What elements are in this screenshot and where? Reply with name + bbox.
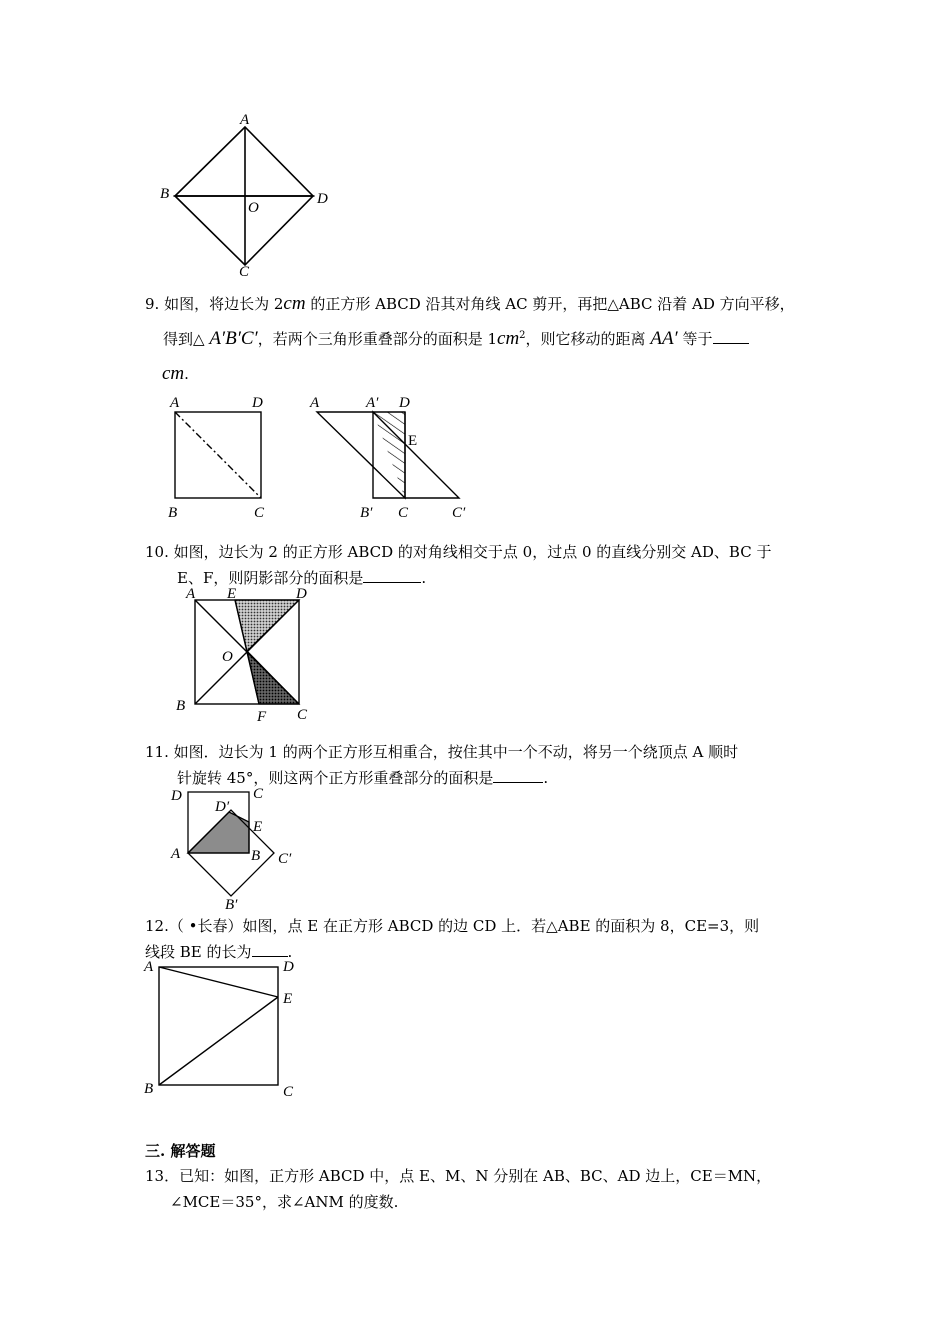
q10-text-1: 如图，边长为 2 的正方形 ABCD 的对角线相交于点 0，过点 0 的直线分别交 AD、BC 于 <box>173 543 772 561</box>
q12-label-a: A <box>144 959 154 975</box>
q9-overlap-shade <box>373 412 405 498</box>
q11-label-b1: B′ <box>225 897 238 912</box>
q10-label-b: B <box>176 698 186 714</box>
label-d: D <box>317 191 328 207</box>
q10-number: 10. <box>145 543 169 561</box>
q10-line1 <box>145 542 771 562</box>
q10-label-a: A <box>186 586 196 602</box>
q9-left-label-d: D <box>252 395 263 411</box>
q9-line3 <box>162 364 189 384</box>
q10-figure <box>172 584 322 726</box>
q11-label-c: C <box>253 786 264 802</box>
q11-label-d: D <box>171 788 182 804</box>
q10-label-d: D <box>296 586 307 602</box>
q9-left-label-a: A <box>170 395 180 411</box>
q12-end: . <box>287 943 293 961</box>
q9-text-2d: 等于 <box>682 330 713 348</box>
q9-right-label-e: E <box>408 433 418 449</box>
q9-left-label-b: B <box>168 505 178 521</box>
q10-text-2: E、F，则阴影部分的面积是 <box>177 569 364 587</box>
q10-answer-blank[interactable] <box>363 568 421 583</box>
q9-right-label-d: D <box>399 395 410 411</box>
q11-label-c1: C′ <box>278 851 292 867</box>
q11-answer-blank[interactable] <box>493 768 543 783</box>
q12-text-2: 线段 BE 的长为 <box>145 943 252 961</box>
q11-number: 11. <box>145 743 169 761</box>
q13-text-2: ∠MCE＝35°，求∠ANM 的度数. <box>170 1193 399 1211</box>
q10-label-e: E <box>227 586 237 602</box>
q9-end: . <box>184 365 189 383</box>
q12-number: 12. <box>145 917 169 935</box>
q11-label-b: B <box>251 848 261 864</box>
q11-label-e: E <box>253 819 263 835</box>
q9-right-label-a1: A′ <box>366 395 379 411</box>
q11-figure <box>165 782 305 912</box>
q9-text-2a: 得到△ <box>163 330 205 348</box>
q13-line2 <box>170 1192 398 1212</box>
q9-squared: 2 <box>519 330 526 341</box>
section-3-title: 三. 解答题 <box>145 1142 216 1160</box>
q9-unit-end: cm <box>162 363 185 384</box>
q9-triangle: A′B′C′ <box>209 328 258 349</box>
label-o: O <box>248 200 259 216</box>
q9-distance: AA′ <box>650 328 678 349</box>
q11-line1 <box>145 742 738 762</box>
q9-unit-cm: cm <box>283 293 306 314</box>
q12-label-b: B <box>144 1081 154 1097</box>
q9-right-label-c: C <box>398 505 409 521</box>
label-c: C <box>239 264 250 280</box>
q9-right-label-c1: C′ <box>452 505 466 521</box>
q10-label-f: F <box>257 709 267 725</box>
q11-text-2: 针旋转 45°，则这两个正方形重叠部分的面积是 <box>177 769 494 787</box>
q11-end: . <box>543 769 549 787</box>
q12-figure <box>140 955 305 1100</box>
q9-right-label-a: A <box>310 395 320 411</box>
q13-text-1: 已知：如图，正方形 ABCD 中，点 E、M、N 分别在 AB、BC、AD 边上，CE＝MN， <box>179 1167 772 1185</box>
q9-text-1b: 的正方形 ABCD 沿其对角线 AC 剪开，再把△ABC 沿着 AD 方向平移， <box>310 295 795 313</box>
q9-text-2c: ，则它移动的距离 <box>525 330 646 348</box>
q9-diagonal-ac <box>175 412 261 498</box>
q12-label-c: C <box>283 1084 294 1100</box>
q10-label-c: C <box>297 707 308 723</box>
q9-text-1a: 如图，将边长为 2 <box>164 295 284 313</box>
q13-line1 <box>145 1166 771 1186</box>
rhombus-top-half <box>175 127 313 196</box>
q9-triangle-a1b1c1 <box>373 412 459 498</box>
q9-right-label-b1: B′ <box>360 505 373 521</box>
q13-number: 13． <box>145 1167 180 1185</box>
q12-line-be <box>159 997 278 1085</box>
q11-label-a: A <box>171 846 181 862</box>
q9-answer-blank[interactable] <box>713 329 749 344</box>
q12-label-d: D <box>283 959 294 975</box>
q10-end: . <box>421 569 427 587</box>
rhombus-bottom-half <box>175 196 313 265</box>
q12-line-ae <box>159 967 278 997</box>
q9-unit-cm2: cm <box>497 328 520 349</box>
q9-line1 <box>145 294 795 314</box>
q9-line2 <box>163 326 749 349</box>
q11-text-1: 如图．边长为 1 的两个正方形互相重合，按住其中一个不动，将另一个绕顶点 A 顺时 <box>173 743 739 761</box>
q9-left-label-c: C <box>254 505 265 521</box>
label-b: B <box>160 186 170 202</box>
q10-label-o: O <box>222 649 233 665</box>
q12-label-e: E <box>283 991 293 1007</box>
q12-line1 <box>145 916 759 936</box>
q9-figure <box>160 390 490 525</box>
q9-text-2b: ，若两个三角形重叠部分的面积是 1 <box>257 330 498 348</box>
figure-rhombus-abcd <box>155 110 335 280</box>
q12-square <box>159 967 278 1085</box>
q9-number: 9. <box>145 295 160 313</box>
q12-text-1: （ •长春）如图，点 E 在正方形 ABCD 的边 CD 上．若△ABE 的面积为 8，CE=3，则 <box>168 917 760 935</box>
label-a: A <box>240 112 250 128</box>
q11-label-d1: D′ <box>215 799 230 815</box>
